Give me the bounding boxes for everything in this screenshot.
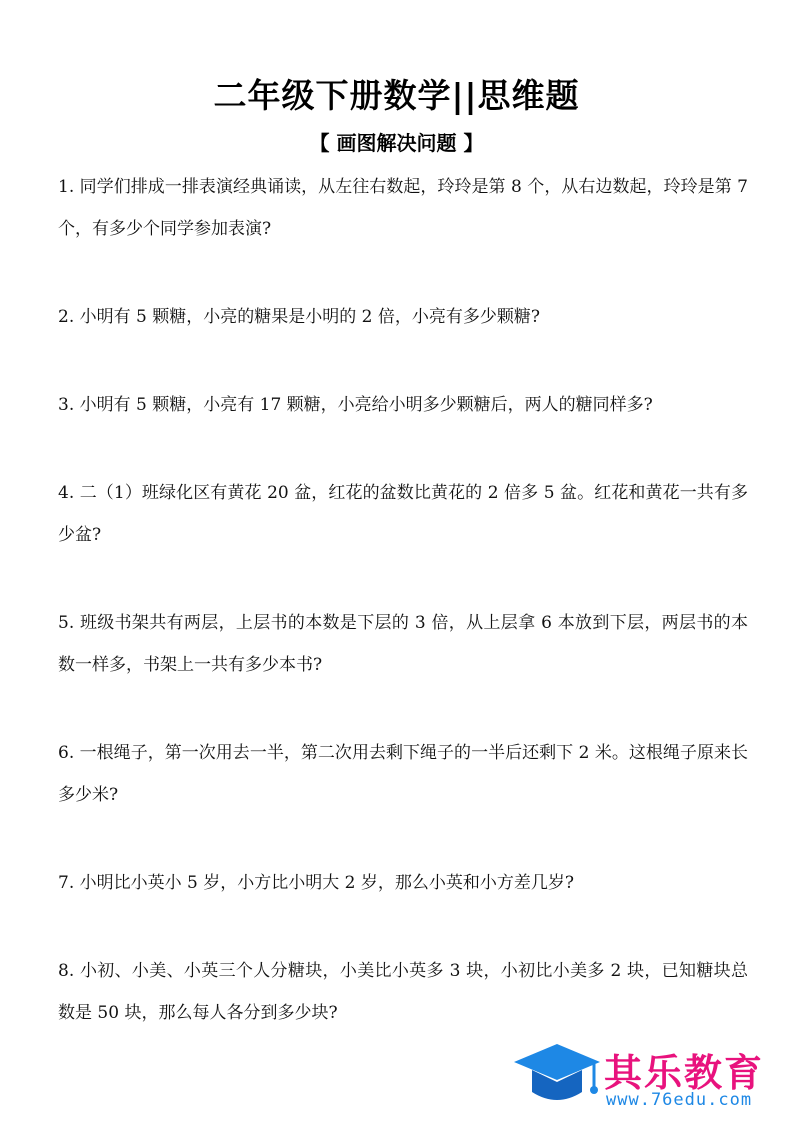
- question-7: 7. 小明比小英小 5 岁，小方比小明大 2 岁，那么小英和小方差几岁?: [58, 873, 574, 893]
- question-5: 5. 班级书架共有两层，上层书的本数是下层的 3 倍，从上层拿 6 本放到下层，两层书的本数一样多，书架上一共有多少本书?: [58, 613, 748, 675]
- brand-name: 其乐教育: [604, 1051, 765, 1095]
- page-title: 二年级下册数学||思维题: [213, 76, 580, 115]
- question-list: [58, 166, 748, 1074]
- section-subtitle: 【 画图解决问题 】: [309, 131, 484, 155]
- question-4: 4. 二（1）班绿化区有黄花 20 盆，红花的盆数比黄花的 2 倍多 5 盆。红花和黄花一共有多少盆?: [58, 483, 748, 545]
- question-1: 1. 同学们排成一排表演经典诵读，从左往右数起，玲玲是第 8 个，从右边数起，玲玲是第 7 个，有多少个同学参加表演?: [58, 177, 748, 239]
- question-6: 6. 一根绳子，第一次用去一半，第二次用去剩下绳子的一半后还剩下 2 米。这根绳子原来长多少米?: [58, 743, 748, 805]
- question-2: 2. 小明有 5 颗糖，小亮的糖果是小明的 2 倍，小亮有多少颗糖?: [58, 307, 540, 327]
- question-3: 3. 小明有 5 颗糖，小亮有 17 颗糖，小亮给小明多少颗糖后，两人的糖同样多?: [58, 395, 653, 415]
- brand-url: www.76edu.com: [606, 1090, 753, 1110]
- graduation-cap-icon: [512, 1040, 602, 1115]
- brand-logo: [512, 1040, 782, 1115]
- question-8: 8. 小初、小美、小英三个人分糖块，小美比小英多 3 块，小初比小美多 2 块，已知糖块总数是 50 块，那么每人各分到多少块?: [58, 961, 748, 1023]
